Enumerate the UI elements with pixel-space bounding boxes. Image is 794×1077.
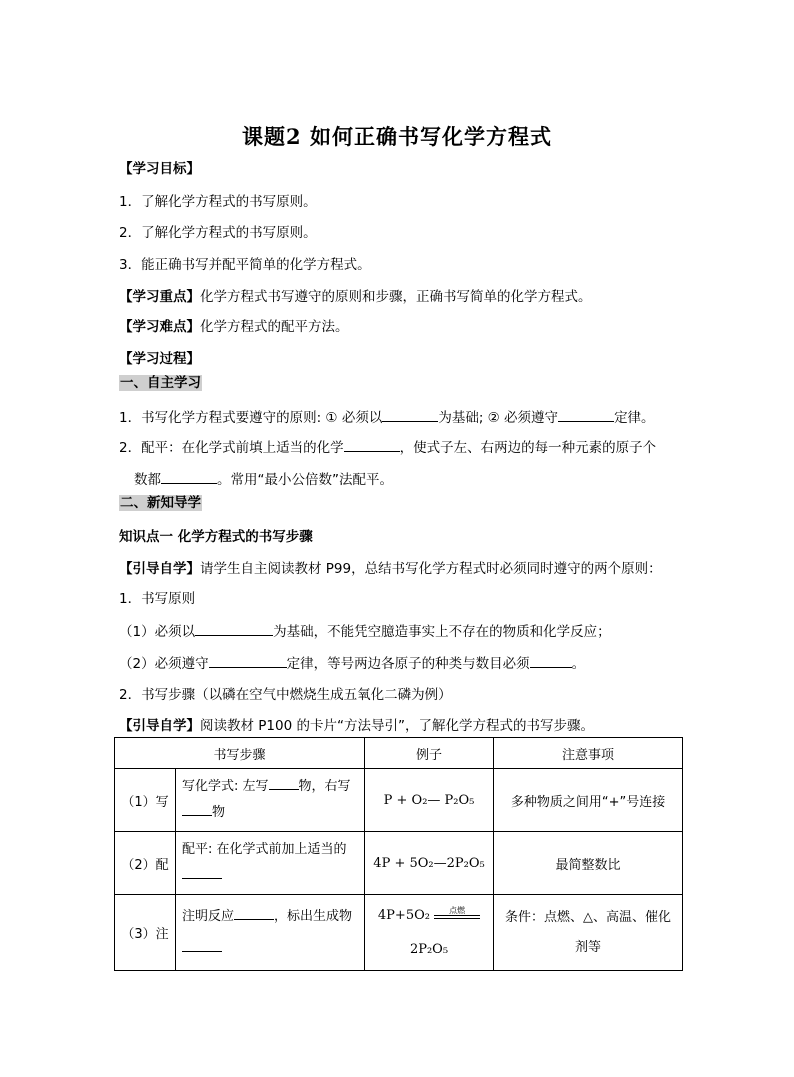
answer-blank[interactable] [344, 438, 400, 452]
answer-blank[interactable] [182, 802, 212, 816]
header-example: 例子 [365, 738, 494, 769]
note-text: 最简整数比 [494, 832, 683, 895]
answer-blank[interactable] [182, 938, 222, 952]
step-desc-text: 物，右写 [298, 779, 351, 794]
step-desc-text: 注明反应 [182, 908, 235, 924]
principle-2-text-c: 。 [571, 656, 586, 672]
objective-item: 3．能正确书写并配平简单的化学方程式。 [119, 257, 371, 273]
difficult-point-text: 化学方程式的配平方法。 [200, 319, 349, 335]
question-2-text-c: 数都 [134, 472, 161, 488]
note-text: 多种物质之间用“+”号连接 [494, 769, 683, 832]
step-label: （3）注 [115, 895, 176, 971]
difficult-point-label: 【学习难点】 [119, 319, 200, 335]
answer-blank[interactable] [530, 654, 572, 668]
answer-blank[interactable] [195, 622, 273, 636]
equation-right: 2P₂O₅ [409, 941, 449, 957]
key-point [119, 288, 592, 306]
guide-2-text: 阅读教材 P100 的卡片“方法导引”，了解化学方程式的书写步骤。 [200, 718, 594, 734]
steps-title: 2．书写步骤（以磷在空气中燃烧生成五氧化二磷为例） [119, 687, 452, 703]
step-description [176, 895, 365, 971]
answer-blank[interactable] [161, 470, 217, 484]
principle-title: 1．书写原则 [119, 591, 196, 607]
answer-blank[interactable] [182, 865, 222, 879]
step-desc-text: ，标出生成物 [274, 908, 353, 924]
answer-blank[interactable] [269, 776, 299, 790]
page-title: 课题2 如何正确书写化学方程式 [242, 124, 552, 149]
question-2 [119, 438, 656, 457]
header-notes: 注意事项 [494, 738, 683, 769]
principle-1 [119, 622, 611, 641]
table-header-row [115, 738, 683, 769]
key-point-text: 化学方程式书写遵守的原则和步骤，正确书写简单的化学方程式。 [200, 289, 592, 305]
table-row [115, 769, 683, 832]
process-heading: 【学习过程】 [119, 351, 200, 367]
question-1-text-b: 为基础; ② 必须遵守 [438, 410, 559, 426]
question-2-text-d: 。常用“最小公倍数”法配平。 [217, 472, 393, 488]
example-equation: P + O₂— P₂O₅ [365, 769, 494, 832]
table-row [115, 895, 683, 971]
guide-1-text: 请学生自主阅读教材 P99，总结书写化学方程式时必须同时遵守的两个原则： [200, 561, 662, 577]
table-row [115, 832, 683, 895]
question-2-text-a: 2．配平：在化学式前填上适当的化学 [119, 440, 344, 456]
header-steps: 书写步骤 [115, 738, 365, 769]
question-1-text-c: 定律。 [614, 410, 655, 426]
answer-blank[interactable] [558, 408, 614, 422]
steps-table [114, 737, 683, 971]
equation-left: 4P+5O₂ [377, 907, 430, 923]
note-text: 条件：点燃、△、高温、催化剂等 [494, 895, 683, 971]
step-description [176, 832, 365, 895]
principle-2-text-a: （2）必须遵守 [119, 656, 209, 672]
question-1 [119, 408, 655, 427]
objective-item: 2．了解化学方程式的书写原则。 [119, 225, 317, 241]
guide-1-label: 【引导自学】 [119, 561, 200, 577]
question-2-text-b: ，使式子左、右两边的每一种元素的原子个 [399, 440, 657, 456]
double-bar [434, 915, 480, 919]
guide-1 [119, 560, 662, 578]
guide-2 [119, 717, 594, 735]
knowledge-title: 知识点一 化学方程式的书写步骤 [119, 529, 313, 545]
step-desc-text: 物 [212, 805, 226, 820]
principle-2 [119, 654, 585, 673]
step-label: （2）配 [115, 832, 176, 895]
step-label: （1）写 [115, 769, 176, 832]
question-1-text-a: 1．书写化学方程式要遵守的原则: ① 必须以 [119, 410, 383, 426]
key-point-label: 【学习重点】 [119, 289, 200, 305]
condition-label: 点燃 [449, 905, 466, 915]
question-2-cont [134, 470, 393, 489]
section1-heading-text: 一、自主学习 [120, 375, 201, 391]
objective-item: 1．了解化学方程式的书写原则。 [119, 194, 317, 210]
section2-heading [119, 494, 202, 512]
example-equation [365, 895, 494, 971]
answer-blank[interactable] [209, 654, 287, 668]
principle-2-text-b: 定律，等号两边各原子的种类与数目必须 [286, 656, 530, 672]
answer-blank[interactable] [382, 408, 438, 422]
step-desc-text: 写化学式: 左写 [182, 779, 269, 794]
example-equation: 4P + 5O₂—2P₂O₅ [365, 832, 494, 895]
section1-heading [119, 374, 202, 392]
objectives-heading: 【学习目标】 [119, 161, 200, 177]
answer-blank[interactable] [234, 906, 274, 920]
guide-2-label: 【引导自学】 [119, 718, 200, 734]
step-desc-text: 配平: 在化学式前加上适当的 [182, 842, 347, 857]
step-description [176, 769, 365, 832]
difficult-point [119, 318, 349, 336]
principle-1-text-a: （1）必须以 [119, 624, 196, 640]
principle-1-text-b: 为基础，不能凭空臆造事实上不存在的物质和化学反应； [273, 624, 611, 640]
condition-arrow [434, 905, 480, 919]
section2-heading-text: 二、新知导学 [120, 495, 201, 511]
